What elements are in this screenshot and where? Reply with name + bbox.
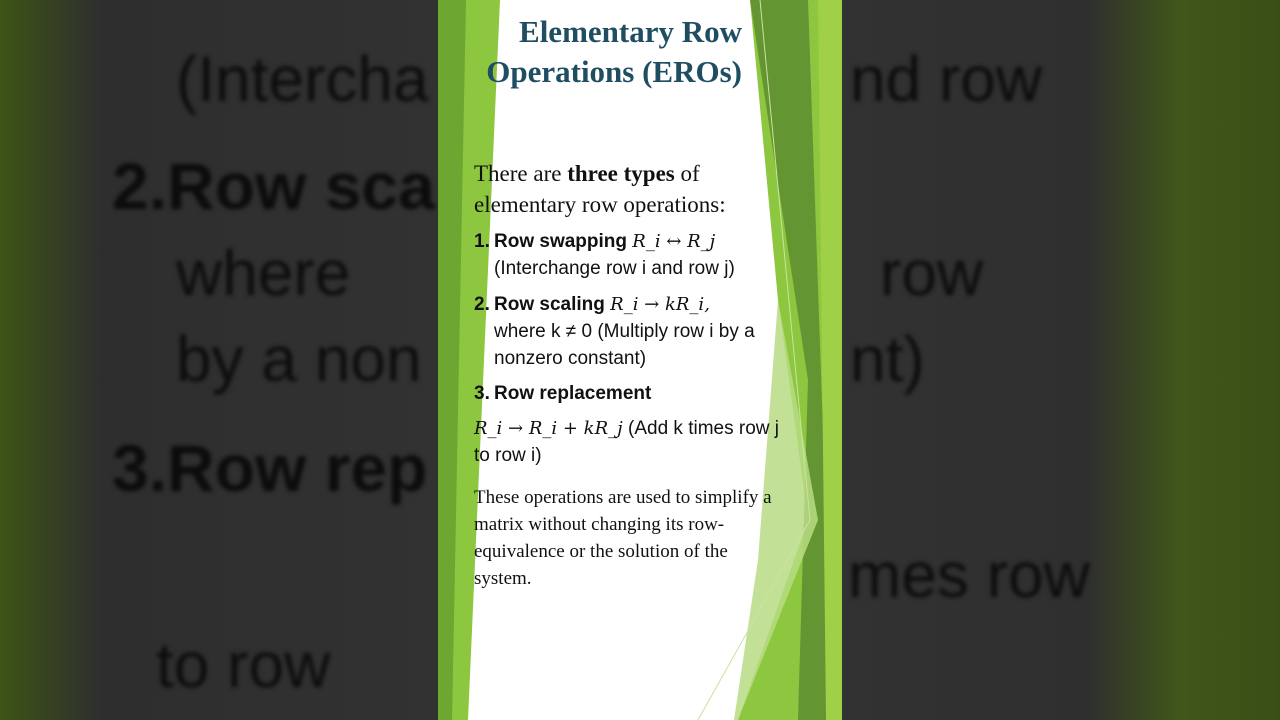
bg-text: (Intercha bbox=[176, 43, 429, 115]
operation-number: 1. bbox=[474, 231, 490, 252]
closing-text: These operations are used to simplify a matrix without changing its row-equivalence or the solution of the system. bbox=[474, 487, 772, 589]
operation-number: 2. bbox=[474, 294, 490, 315]
operation-description: (Add k times row j to row i) bbox=[474, 418, 779, 466]
bg-text: nt) bbox=[850, 323, 925, 395]
bg-text: nd row bbox=[850, 43, 1043, 115]
operation-3-body bbox=[474, 415, 786, 469]
bg-text: row bbox=[880, 237, 984, 309]
operation-math: R_i → R_i + kR_j bbox=[474, 418, 623, 439]
operation-1 bbox=[474, 228, 794, 282]
intro-suffix: of elementary row operations: bbox=[474, 161, 726, 217]
bg-text: 3.Row rep bbox=[112, 431, 428, 505]
operation-2 bbox=[474, 291, 794, 372]
slide-title: Elementary Row Operations (EROs) bbox=[486, 14, 742, 89]
bg-text: where bbox=[176, 237, 351, 309]
operation-name: Row swapping bbox=[494, 231, 627, 252]
operation-description: (Interchange row i and row j) bbox=[494, 258, 735, 279]
operation-math: R_i → kR_i, bbox=[610, 294, 710, 315]
bg-text: 2.Row sca bbox=[112, 149, 435, 223]
operation-name: Row replacement bbox=[494, 383, 652, 404]
intro-prefix: There are bbox=[474, 161, 568, 186]
slide bbox=[438, 0, 842, 720]
bg-text: by a non bbox=[176, 323, 422, 395]
operation-name: Row scaling bbox=[494, 294, 605, 315]
intro-bold: three types bbox=[567, 161, 675, 186]
operation-description: where k ≠ 0 (Multiply row i by a nonzero constant) bbox=[494, 321, 755, 369]
bg-text: to row bbox=[156, 629, 331, 701]
operation-3 bbox=[474, 380, 794, 469]
operation-math: R_i ↔ R_j bbox=[632, 231, 716, 252]
operation-number: 3. bbox=[474, 383, 490, 404]
intro-text bbox=[474, 158, 774, 220]
bg-text: mes row bbox=[848, 539, 1090, 611]
